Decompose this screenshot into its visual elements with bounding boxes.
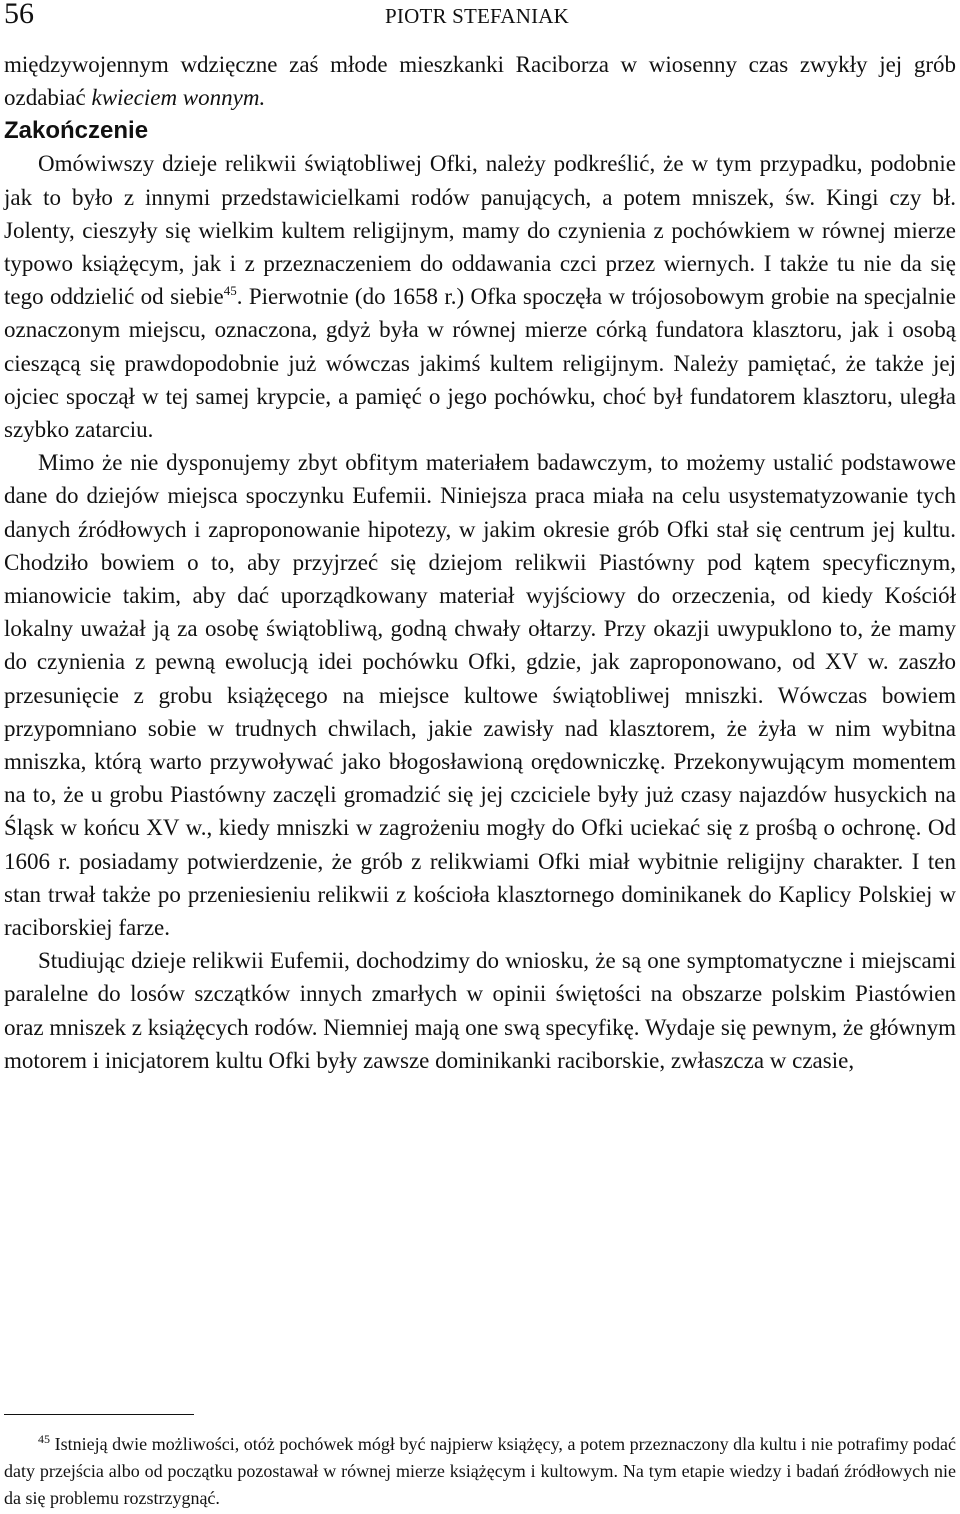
main-text bbox=[4, 48, 956, 1077]
footnote-separator bbox=[4, 1414, 194, 1415]
intro-italic-quote: kwieciem wonnym. bbox=[91, 85, 266, 111]
footnote-text: Istnieją dwie możliwości, otóż pochówek mógł być najpierw książęcy, a potem przeznaczony dla kultu i nie potrafimy podać daty przejścia albo od początku pozostawał w równej mierze książęcym i kultowym. Na tym etapie wiedzy i badań źródłowych nie da się problemu rozstrzygnąć. bbox=[4, 1434, 957, 1508]
intro-paragraph bbox=[4, 48, 956, 114]
running-head bbox=[0, 0, 960, 36]
paragraph-1-part-b: . Pierwotnie (do 1658 r.) Ofka spoczęła w trójosobowym grobie na specjalnie oznaczonym miejscu, oznaczona, gdyż była w równej mierze córką fundatora klasztoru, jak i osobą cieszącą się prawdopodobnie już wówczas jakimś kultem religijnym. Należy pamiętać, że także jej ojciec spoczął w tej samej krypcie, a pamięć o jego pochówku, choć był fundatorem klasztoru, uległa szybko zatarciu. bbox=[4, 284, 956, 443]
section-heading: Zakończenie bbox=[4, 117, 149, 145]
footnote-reference[interactable]: 45 bbox=[223, 283, 237, 299]
intro-text: międzywojennym wdzięczne zaś młode mieszkanki Raciborza w wiosenny czas zwykły jej grób ozdabiać bbox=[4, 52, 956, 111]
paragraph-2: Mimo że nie dysponujemy zbyt obfitym materiałem badawczym, to możemy ustalić podstawowe dane do dziejów miejsca spoczynku Eufemii. Niniejsza praca miała na celu usystematyzowanie tych danych źródłowych i zaproponowanie hipotezy, w jakim okresie grób Ofki stał się centrum jej kultu. Chodziło bowiem o to, aby przyjrzeć się dziejom relikwii Piastówny pod kątem specyficznym, mianowicie takim, aby dać uporządkowany materiał wyjściowy do orzeczenia, od kiedy Kościół lokalny uważał ją za osobę świątobliwą, godną chwały ołtarzy. Przy okazji uwypuklono to, że mamy do czynienia z pewną ewolucją idei pochówku Ofki, gdzie, jak zaproponowano, od XV w. zaszło przesunięcie z grobu książęcego na miejsce kultowe świątobliwej mniszki. Wówczas bowiem przypomniano sobie w trudnych chwilach, jakie zawisły nad klasztorem, że żyła w nim wybitna mniszka, którą warto przywoływać jako błogosławioną orędowniczkę. Przekonywującym momentem na to, że u grobu Piastówny zaczęli gromadzić się jej czciciele były już czasy najazdów husyckich na Śląsk w końcu XV w., kiedy mniszki w zagrożeniu mogły do Ofki uciekać się z prośbą o ochronę. Od 1606 r. posiadamy potwierdzenie, że grób z relikwiami Ofki miał wybitnie religijny charakter. I ten stan trwał także po przeniesieniu relikwii z kościoła klasztornego dominikanek do Kaplicy Polskiej w raciborskiej farze. bbox=[4, 450, 956, 941]
page-number: 56 bbox=[4, 0, 34, 30]
paragraph-1 bbox=[4, 147, 956, 446]
paragraph-1-part-a: Omówiwszy dzieje relikwii świątobliwej Ofki, należy podkreślić, że w tym przypadku, podobnie jak to było z innymi przedstawicielkami rodów panujących, a potem mniszek, św. Kingi czy bł. Jolenty, cieszyły się wielkim kultem religijnym, mamy do czynienia z pochówkiem w równej mierze typowo książęcym, jak i z przeznaczeniem do oddawania czci przez wiernych. I także tu nie da się tego oddzielić od siebie bbox=[4, 151, 956, 310]
footnote bbox=[4, 1431, 956, 1512]
footnote-number: 45 bbox=[38, 1432, 50, 1446]
paragraph-3: Studiując dzieje relikwii Eufemii, dochodzimy do wniosku, że są one symptomatyczne i miejscami paralelne do losów szczątków innych zmarłych w opinii świętości na obszarze polskim Piastówien oraz mniszek z książęcych rodów. Niemniej mają one swą specyfikę. Wydaje się pewnym, że głównym motorem i inicjatorem kultu Ofki były zawsze dominikanki raciborskie, zwłaszcza w czasie, bbox=[4, 948, 956, 1073]
footnotes bbox=[4, 1431, 956, 1512]
running-title-author: PIOTR STEFANIAK bbox=[385, 4, 570, 28]
